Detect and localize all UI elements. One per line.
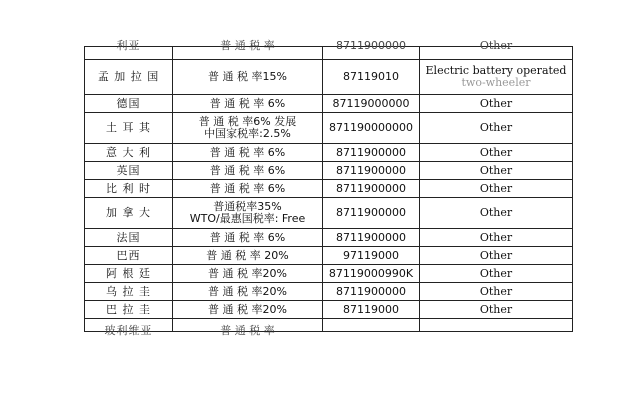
code-cell: 8711900000 (323, 162, 420, 180)
desc-cell (420, 247, 573, 265)
country-cell: 英国 (85, 162, 173, 180)
rate-cell (173, 180, 323, 198)
rate-cell (173, 319, 323, 337)
desc-cell (420, 283, 573, 301)
country-cell: 法国 (85, 229, 173, 247)
country-cell: 加 拿 大 (85, 198, 173, 229)
rate-line: 普 通 税 率 6% (209, 163, 286, 177)
rate-line: 普 通 税 率 6% (209, 96, 286, 110)
tariff-table (84, 39, 573, 337)
rate-line: 普 通 税 率20% (208, 302, 287, 316)
country-cell (85, 39, 173, 60)
desc-cell (420, 162, 573, 180)
desc-cell (420, 95, 573, 113)
rate-cell (173, 113, 323, 144)
code-cell: 97119000 (323, 247, 420, 265)
rate-line: 普通税率35% (213, 200, 282, 213)
rate-line: 普 通 税 率6% 发展 (198, 115, 297, 128)
table-row (85, 198, 573, 229)
rate-line: 普 通 税 率 6% (209, 145, 286, 159)
rate-cell (173, 95, 323, 113)
table-row-partial-top (85, 47, 573, 60)
country-cell: 乌 拉 圭 (85, 283, 173, 301)
table-row (85, 144, 573, 162)
desc-text: Other (479, 39, 513, 52)
rate-text: 普 通 税 率 (220, 39, 275, 52)
rate-line: 普 通 税 率 6% (209, 230, 286, 244)
desc-line: Other (479, 248, 513, 262)
rate-line: 普 通 税 率20% (208, 284, 287, 298)
desc-line: Other (479, 145, 513, 159)
desc-line: Other (479, 284, 513, 298)
rate-cell (173, 162, 323, 180)
country-cell: 比 利 时 (85, 180, 173, 198)
table-row (85, 301, 573, 319)
desc-cell (420, 113, 573, 144)
desc-line: Other (479, 206, 513, 219)
desc-cell (420, 198, 573, 229)
code-cell: 87119010 (323, 60, 420, 95)
country-cell: 巴 拉 圭 (85, 301, 173, 319)
desc-cell (420, 319, 573, 332)
desc-line: two-wheeler (461, 76, 531, 89)
rate-line: 中国家税率:2.5% (204, 127, 291, 140)
code-cell: 8711900000 (323, 283, 420, 301)
rate-line: 普 通 税 率20% (208, 266, 287, 280)
desc-line: Other (479, 302, 513, 316)
country-text: 利亚 (116, 39, 141, 52)
code-cell: 8711900000 (323, 144, 420, 162)
country-cell: 意 大 利 (85, 144, 173, 162)
rate-cell (173, 265, 323, 283)
rate-cell (173, 198, 323, 229)
desc-line: Other (479, 266, 513, 280)
code-cell (323, 39, 420, 60)
desc-line: Other (479, 163, 513, 177)
country-text: 玻利维亚 (104, 324, 153, 337)
code-cell: 8711900000 (323, 229, 420, 247)
desc-line: Other (479, 181, 513, 195)
desc-cell (420, 301, 573, 319)
table-row (85, 229, 573, 247)
desc-cell (420, 144, 573, 162)
desc-cell (420, 265, 573, 283)
rate-line: WTO/最惠国税率: Free (189, 212, 306, 225)
rate-cell (173, 144, 323, 162)
code-cell: 871190000000 (323, 113, 420, 144)
code-cell: 8711900000 (323, 198, 420, 229)
rate-cell (173, 60, 323, 95)
table-row-partial-bottom (85, 319, 573, 332)
desc-line: Other (479, 230, 513, 244)
rate-cell (173, 39, 323, 60)
rate-line: 普 通 税 率 6% (209, 181, 286, 195)
rate-cell (173, 283, 323, 301)
rate-text: 普 通 税 率 (220, 324, 275, 337)
desc-line: Other (479, 96, 513, 110)
country-cell: 土 耳 其 (85, 113, 173, 144)
table-row (85, 113, 573, 144)
desc-cell (420, 60, 573, 95)
rate-line: 普 通 税 率15% (208, 70, 287, 83)
rate-cell (173, 301, 323, 319)
table-row (85, 247, 573, 265)
code-cell: 87119000000 (323, 95, 420, 113)
country-cell: 阿 根 廷 (85, 265, 173, 283)
country-cell: 德国 (85, 95, 173, 113)
code-cell: 87119000 (323, 301, 420, 319)
code-cell: 8711900000 (323, 180, 420, 198)
rate-cell (173, 247, 323, 265)
country-cell: 巴西 (85, 247, 173, 265)
table-row (85, 95, 573, 113)
table-row (85, 283, 573, 301)
code-text: 8711900000 (336, 39, 406, 52)
code-cell: 87119000990K (323, 265, 420, 283)
desc-line: Electric battery operated (425, 64, 567, 77)
country-cell (85, 319, 173, 337)
desc-cell (420, 39, 573, 60)
table-row (85, 162, 573, 180)
rate-line: 普 通 税 率 20% (206, 248, 289, 262)
table-row (85, 265, 573, 283)
desc-line: Other (479, 121, 513, 134)
table-row (85, 60, 573, 95)
table-row (85, 180, 573, 198)
code-cell (323, 319, 420, 332)
desc-cell (420, 180, 573, 198)
country-cell: 孟 加 拉 国 (85, 60, 173, 95)
desc-cell (420, 229, 573, 247)
rate-cell (173, 229, 323, 247)
